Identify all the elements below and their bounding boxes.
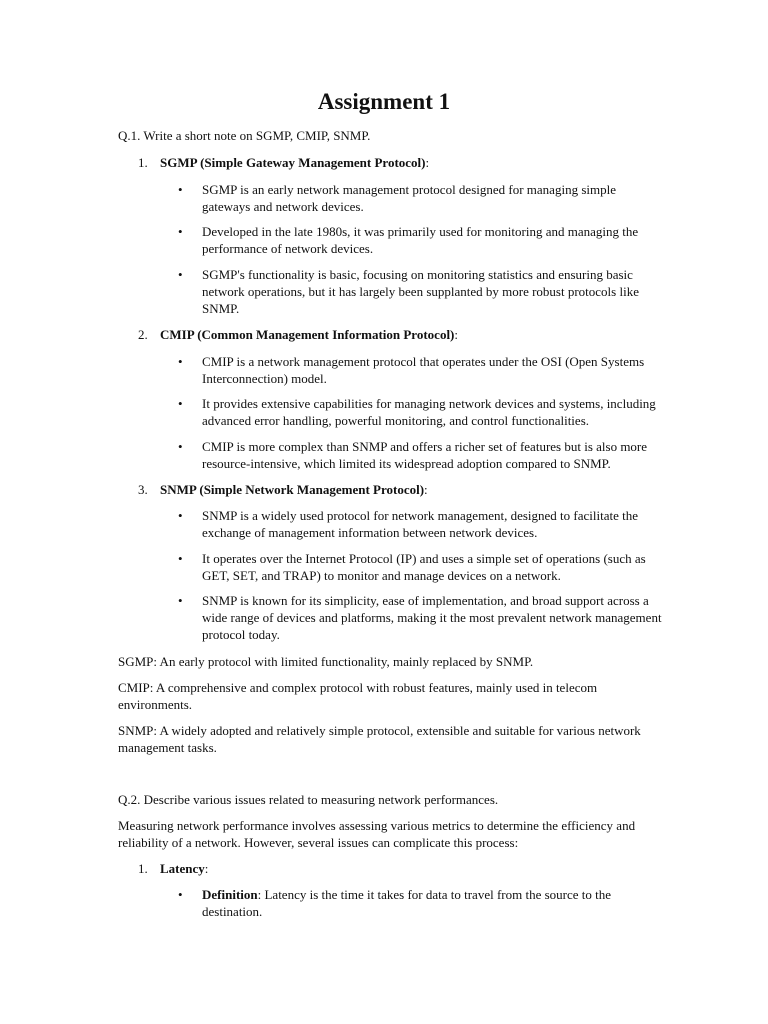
q2-item-1-number: 1.	[138, 861, 148, 876]
q1-item-2-bullet-1: CMIP is a network management protocol that operates under the OSI (Open Systems Interconnection) model.	[202, 354, 645, 386]
summary-sgmp: SGMP: An early protocol with limited functionality, mainly replaced by SNMP.	[118, 654, 534, 669]
q1-item-1-heading: SGMP (Simple Gateway Management Protocol):	[160, 155, 430, 170]
bullet-icon: •	[178, 551, 183, 566]
q2-question: Q.2. Describe various issues related to measuring network performances.	[118, 792, 499, 807]
q2-item-1-heading: Latency:	[160, 861, 209, 876]
q1-item-2-number: 2.	[138, 327, 148, 342]
q1-item-2-bullet-3: CMIP is more complex than SNMP and offers a richer set of features but is also more resource-intensive, which limited its widespread adoption compared to SNMP.	[202, 439, 648, 471]
q1-item-1-bullet-1: SGMP is an early network management protocol designed for managing simple gateways and network devices.	[202, 182, 616, 214]
bullet-icon: •	[178, 267, 183, 282]
bullet-icon: •	[178, 396, 183, 411]
q1-item-1-bullet-2: Developed in the late 1980s, it was primarily used for monitoring and managing the performance of network devices.	[202, 224, 639, 256]
q2-intro: Measuring network performance involves assessing various metrics to determine the efficiency and reliability of a network. However, several issues can complicate this process:	[118, 818, 636, 850]
q1-item-3-bullet-3: SNMP is known for its simplicity, ease of implementation, and broad support across a wide range of devices and platforms, making it the most prevalent network management protocol today.	[202, 593, 662, 642]
bullet-icon: •	[178, 593, 183, 608]
document-title: Assignment 1	[317, 89, 451, 114]
summary-cmip: CMIP: A comprehensive and complex protocol with robust features, mainly used in telecom environments.	[118, 680, 598, 712]
summary-snmp: SNMP: A widely adopted and relatively simple protocol, extensible and suitable for various network management tasks.	[118, 723, 641, 755]
q1-item-3-bullet-2: It operates over the Internet Protocol (IP) and uses a simple set of operations (such as GET, SET, and TRAP) to monitor and manage devices on a network.	[202, 551, 646, 583]
q1-item-3-heading: SNMP (Simple Network Management Protocol):	[160, 482, 428, 497]
bullet-icon: •	[178, 182, 183, 197]
bullet-icon: •	[178, 887, 183, 902]
bullet-icon: •	[178, 354, 183, 369]
bullet-icon: •	[178, 508, 183, 523]
q1-item-3-bullet-1: SNMP is a widely used protocol for network management, designed to facilitate the exchange of management information between network devices.	[202, 508, 638, 540]
q2-item-1-bullet-1: Definition: Latency is the time it takes for data to travel from the source to the destination.	[202, 887, 612, 919]
q1-question: Q.1. Write a short note on SGMP, CMIP, SNMP.	[118, 128, 371, 143]
q1-item-2-heading: CMIP (Common Management Information Protocol):	[160, 327, 459, 342]
bullet-icon: •	[178, 439, 183, 454]
bullet-icon: •	[178, 224, 183, 239]
q1-item-1-number: 1.	[138, 155, 148, 170]
q1-item-2-bullet-2: It provides extensive capabilities for managing network devices and systems, including advanced error handling, powerful monitoring, and control functionalities.	[202, 396, 656, 428]
q1-item-1-bullet-3: SGMP's functionality is basic, focusing on monitoring statistics and ensuring basic network operations, but it has largely been supplanted by more robust protocols like SNMP.	[202, 267, 639, 316]
q1-item-3-number: 3.	[138, 482, 148, 497]
